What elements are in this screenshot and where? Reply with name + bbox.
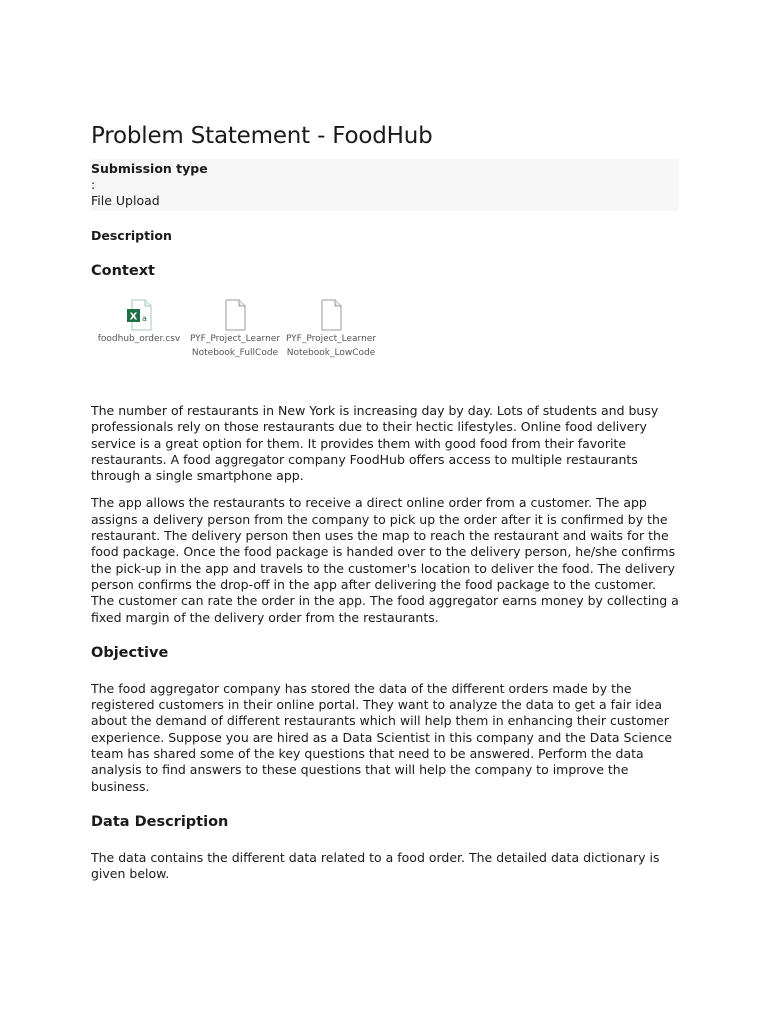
submission-type-label: Submission type: [91, 161, 208, 176]
attachment-name-line1: PYF_Project_Learner: [189, 334, 281, 344]
attachment-notebook-fullcode[interactable]: [187, 299, 283, 361]
excel-file-icon: [126, 299, 152, 331]
context-heading: Context: [91, 263, 155, 279]
objective-paragraph: The food aggregator company has stored the data of the different orders made by the registered customers in their online portal. They want to analyze the data to get a fair idea about the demand of different restaurants which will help them in enhancing their customer experience. Suppose you are hired as a Data Scientist in this company and the Data Science team has shared some of the key questions that need to be answered. Perform the data analysis to find answers to these questions that will help the company to improve the business.: [91, 680, 673, 794]
submission-type-value: File Upload: [91, 193, 160, 208]
objective-heading: Objective: [91, 644, 169, 661]
attachment-name-line2: Notebook_LowCode: [286, 348, 376, 358]
attachments-list: [91, 299, 679, 361]
document-page: [91, 120, 679, 883]
attachment-notebook-lowcode[interactable]: [283, 299, 379, 361]
data-description-paragraph: The data contains the different data related to a food order. The detailed data dictionary is given below.: [91, 849, 660, 882]
page-title: Problem Statement - FoodHub: [91, 123, 433, 149]
attachment-name-line2: Notebook_FullCode: [191, 348, 279, 358]
description-label: Description: [91, 228, 172, 243]
document-file-icon: [222, 299, 248, 331]
attachment-name-line1: foodhub_order.csv: [97, 334, 181, 344]
data-description-heading: Data Description: [91, 813, 229, 830]
context-paragraph-2: The app allows the restaurants to receive a direct online order from a customer. The app assigns a delivery person from the company to pick up the order after it is confirmed by the restaurant. The delivery person then uses the map to reach the restaurant and waits for the food package. Once the food package is handed over to the delivery person, he/she confirms the pick-up in the app and travels to the customer's location to deliver the food. The delivery person confirms the drop-off in the app after delivering the food package to the customer. The customer can rate the order in the app. The food aggregator earns money by collecting a fixed margin of the delivery order from the restaurants.: [91, 495, 679, 625]
context-paragraph-1: The number of restaurants in New York is increasing day by day. Lots of students and busy professionals rely on those restaurants due to their hectic lifestyles. Online food delivery service is a great option for them. It provides them with good food from their favorite restaurants. A food aggregator company FoodHub offers access to multiple restaurants through a single smartphone app.: [91, 403, 659, 484]
svg-text:X: X: [129, 311, 138, 323]
attachment-foodhub-order-csv[interactable]: [91, 299, 187, 361]
attachment-name-line1: PYF_Project_Learner: [285, 334, 377, 344]
document-file-icon: [318, 299, 344, 331]
svg-text:a: a: [142, 314, 147, 323]
submission-type-separator: :: [91, 177, 96, 192]
submission-info: [91, 159, 679, 211]
